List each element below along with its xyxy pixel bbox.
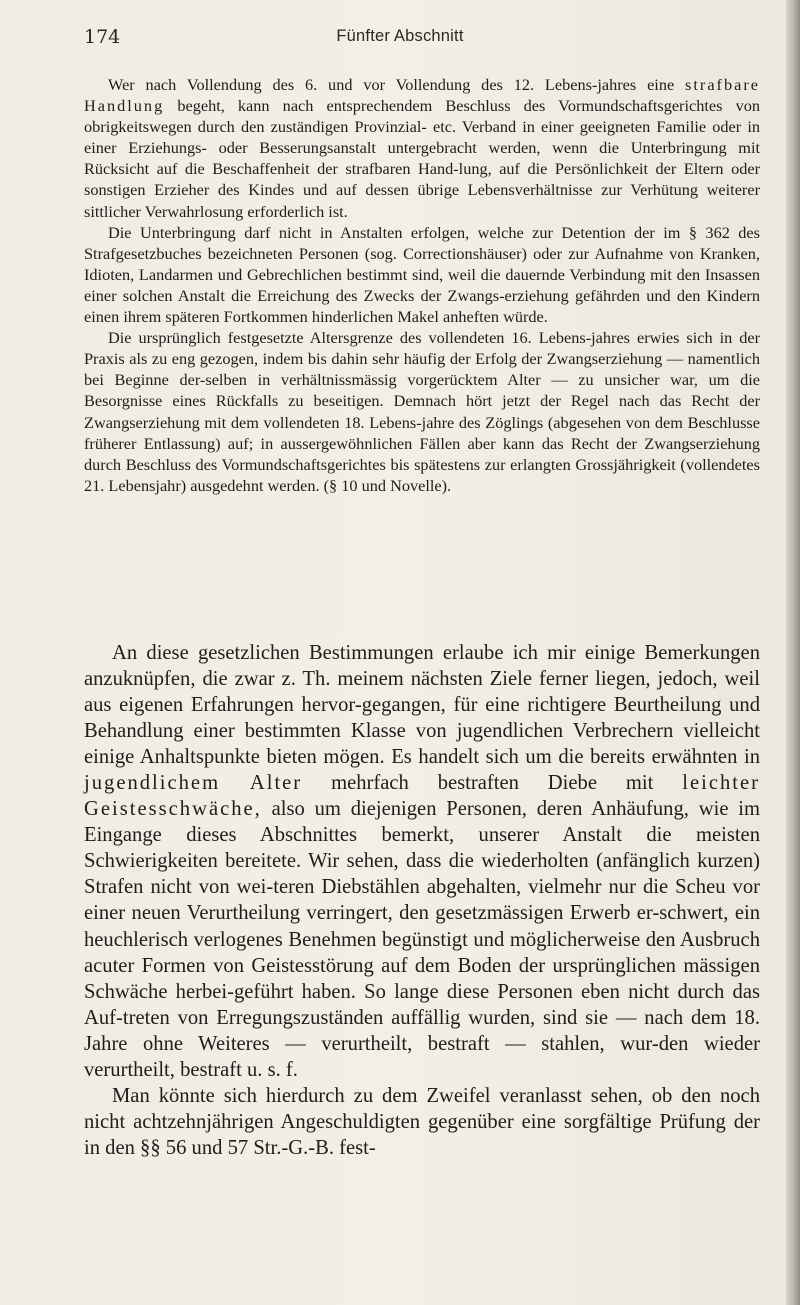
page-number: 174 <box>84 26 121 48</box>
main-paragraph-1-text-b: mehrfach bestraften Diebe mit <box>302 772 683 795</box>
paragraph-2: Die Unterbringung darf nicht in Anstalten erfolgen, welche zur Detention der im § 362 des Strafgesetzbuches bezeichneten Personen (sog. Correctionshäuser) oder zur Aufnahme von Kranken, Idioten, Landarmen und Gebrechlichen bestimmt sind, weil die dauernde Verbindung mit den Insassen einer solchen Anstalt die Erreichung des Zwecks der Zwangs-erziehung gefährden und den Kindern einen ihrem späteren Fortkommen hinderlichen Makel anheften würde. <box>84 222 760 327</box>
paragraph-1-text-b: begeht, kann nach entsprechendem Beschluss des Vormundschaftsgerichtes von obrigkeitswegen durch den zuständigen Provinzial- etc. Verband in einer geeigneten Familie oder in einer Erziehungs- oder Besserungsanstalt untergebracht werden, wenn die Unterbringung mit Rücksicht auf die Beschaffenheit der strafbaren Hand-lung, auf die Persönlichkeit der Eltern oder sonstigen Erzieher des Kindes und auf dessen übrige Lebensverhältnisse zur Verhütung weiterer sittlicher Verwahrlosung erforderlich ist. <box>84 96 760 221</box>
paragraph-1-text-a: Wer nach Vollendung des 6. und vor Vollendung des 12. Lebens-jahres eine <box>108 75 686 94</box>
emphasis-strafbare-handlung: strafbare Handlung <box>84 75 760 116</box>
paragraph-3: Die ursprünglich festgesetzte Altersgrenze des vollendeten 16. Lebens-jahres erwies sich in der Praxis als zu eng gezogen, indem bis dahin sehr häufig der Erfolg der Zwangserziehung — namentlich bei Beginne der-selben in verhältnissmässig vorgerücktem Alter — zu unsicher war, um die Besorgnisse eines Rückfalls zu beseitigen. Demnach hört jetzt der Regel nach das Recht der Zwangserziehung mit dem vollendeten 18. Lebens-jahre des Zöglings (abgesehen von dem Beschlusse früherer Entlassung) auf; in aussergewöhnlichen Fällen aber kann das Recht der Zwangserziehung durch Beschluss des Vormundschaftsgerichtes bis spätestens zur erlangten Grossjährigkeit (vollendetes 21. Lebensjahr) ausgedehnt werden. (§ 10 und Novelle). <box>84 328 760 495</box>
main-paragraph-2: Man könnte sich hierdurch zu dem Zweifel veranlasst sehen, ob den noch nicht achtzehnjährigen Angeschuldigten gegenüber eine sorgfältige Prüfung der in den §§ 56 und 57 Str.-G.-B. fest- <box>84 1084 760 1159</box>
footnote-block <box>84 74 760 496</box>
running-head: Fünfter Abschnitt <box>336 27 464 45</box>
main-text-block <box>84 640 760 1161</box>
main-paragraph-1 <box>84 640 760 1083</box>
emphasis-jugendlichem-alter: jugendlichem Alter <box>84 772 303 795</box>
emphasis-geistesschwaeche: leichter Geistesschwäche, <box>84 772 760 821</box>
page-edge-shadow <box>786 0 800 1305</box>
page-header <box>0 26 800 56</box>
paragraph-1 <box>84 74 760 222</box>
main-paragraph-1-text-a: An diese gesetzlichen Bestimmungen erlaube ich mir einige Bemerkungen anzuknüpfen, die zwar z. Th. meinem nächsten Ziele ferner liegen, jedoch, weil aus eigenen Erfahrungen hervor-gegangen, für eine richtigere Beurtheilung und Behandlung einer bestimmten Klasse von jugendlichen Verbrechern vielleicht einige Anhaltspunkte bieten mögen. Es handelt sich um die bereits erwähnten in <box>84 642 760 769</box>
main-paragraph-1-text-c: also um diejenigen Personen, deren Anhäufung, wie im Eingange dieses Abschnittes bemerkt, unserer Anstalt die meisten Schwierigkeiten bereitete. Wir sehen, dass die wiederholten (anfänglich kurzen) Strafen nicht von wei-teren Diebstählen abgehalten, vielmehr nur die Scheu vor einer neuen Verurtheilung verringert, den gesetzmässigen Erwerb er-schwert, ein heuchlerisch verlogenes Benehmen begünstigt und möglicherweise den Ausbruch acuter Formen von Geistesstörung auf dem Boden der ursprünglichen mässigen Schwäche herbei-geführt haben. So lange diese Personen eben nicht durch das Auf-treten von Erregungszuständen auffällig wurden, sind sie — nach dem 18. Jahre ohne Weiteres — verurtheilt, bestraft — stahlen, wur-den wieder verurtheilt, bestraft u. s. f. <box>84 798 760 1081</box>
